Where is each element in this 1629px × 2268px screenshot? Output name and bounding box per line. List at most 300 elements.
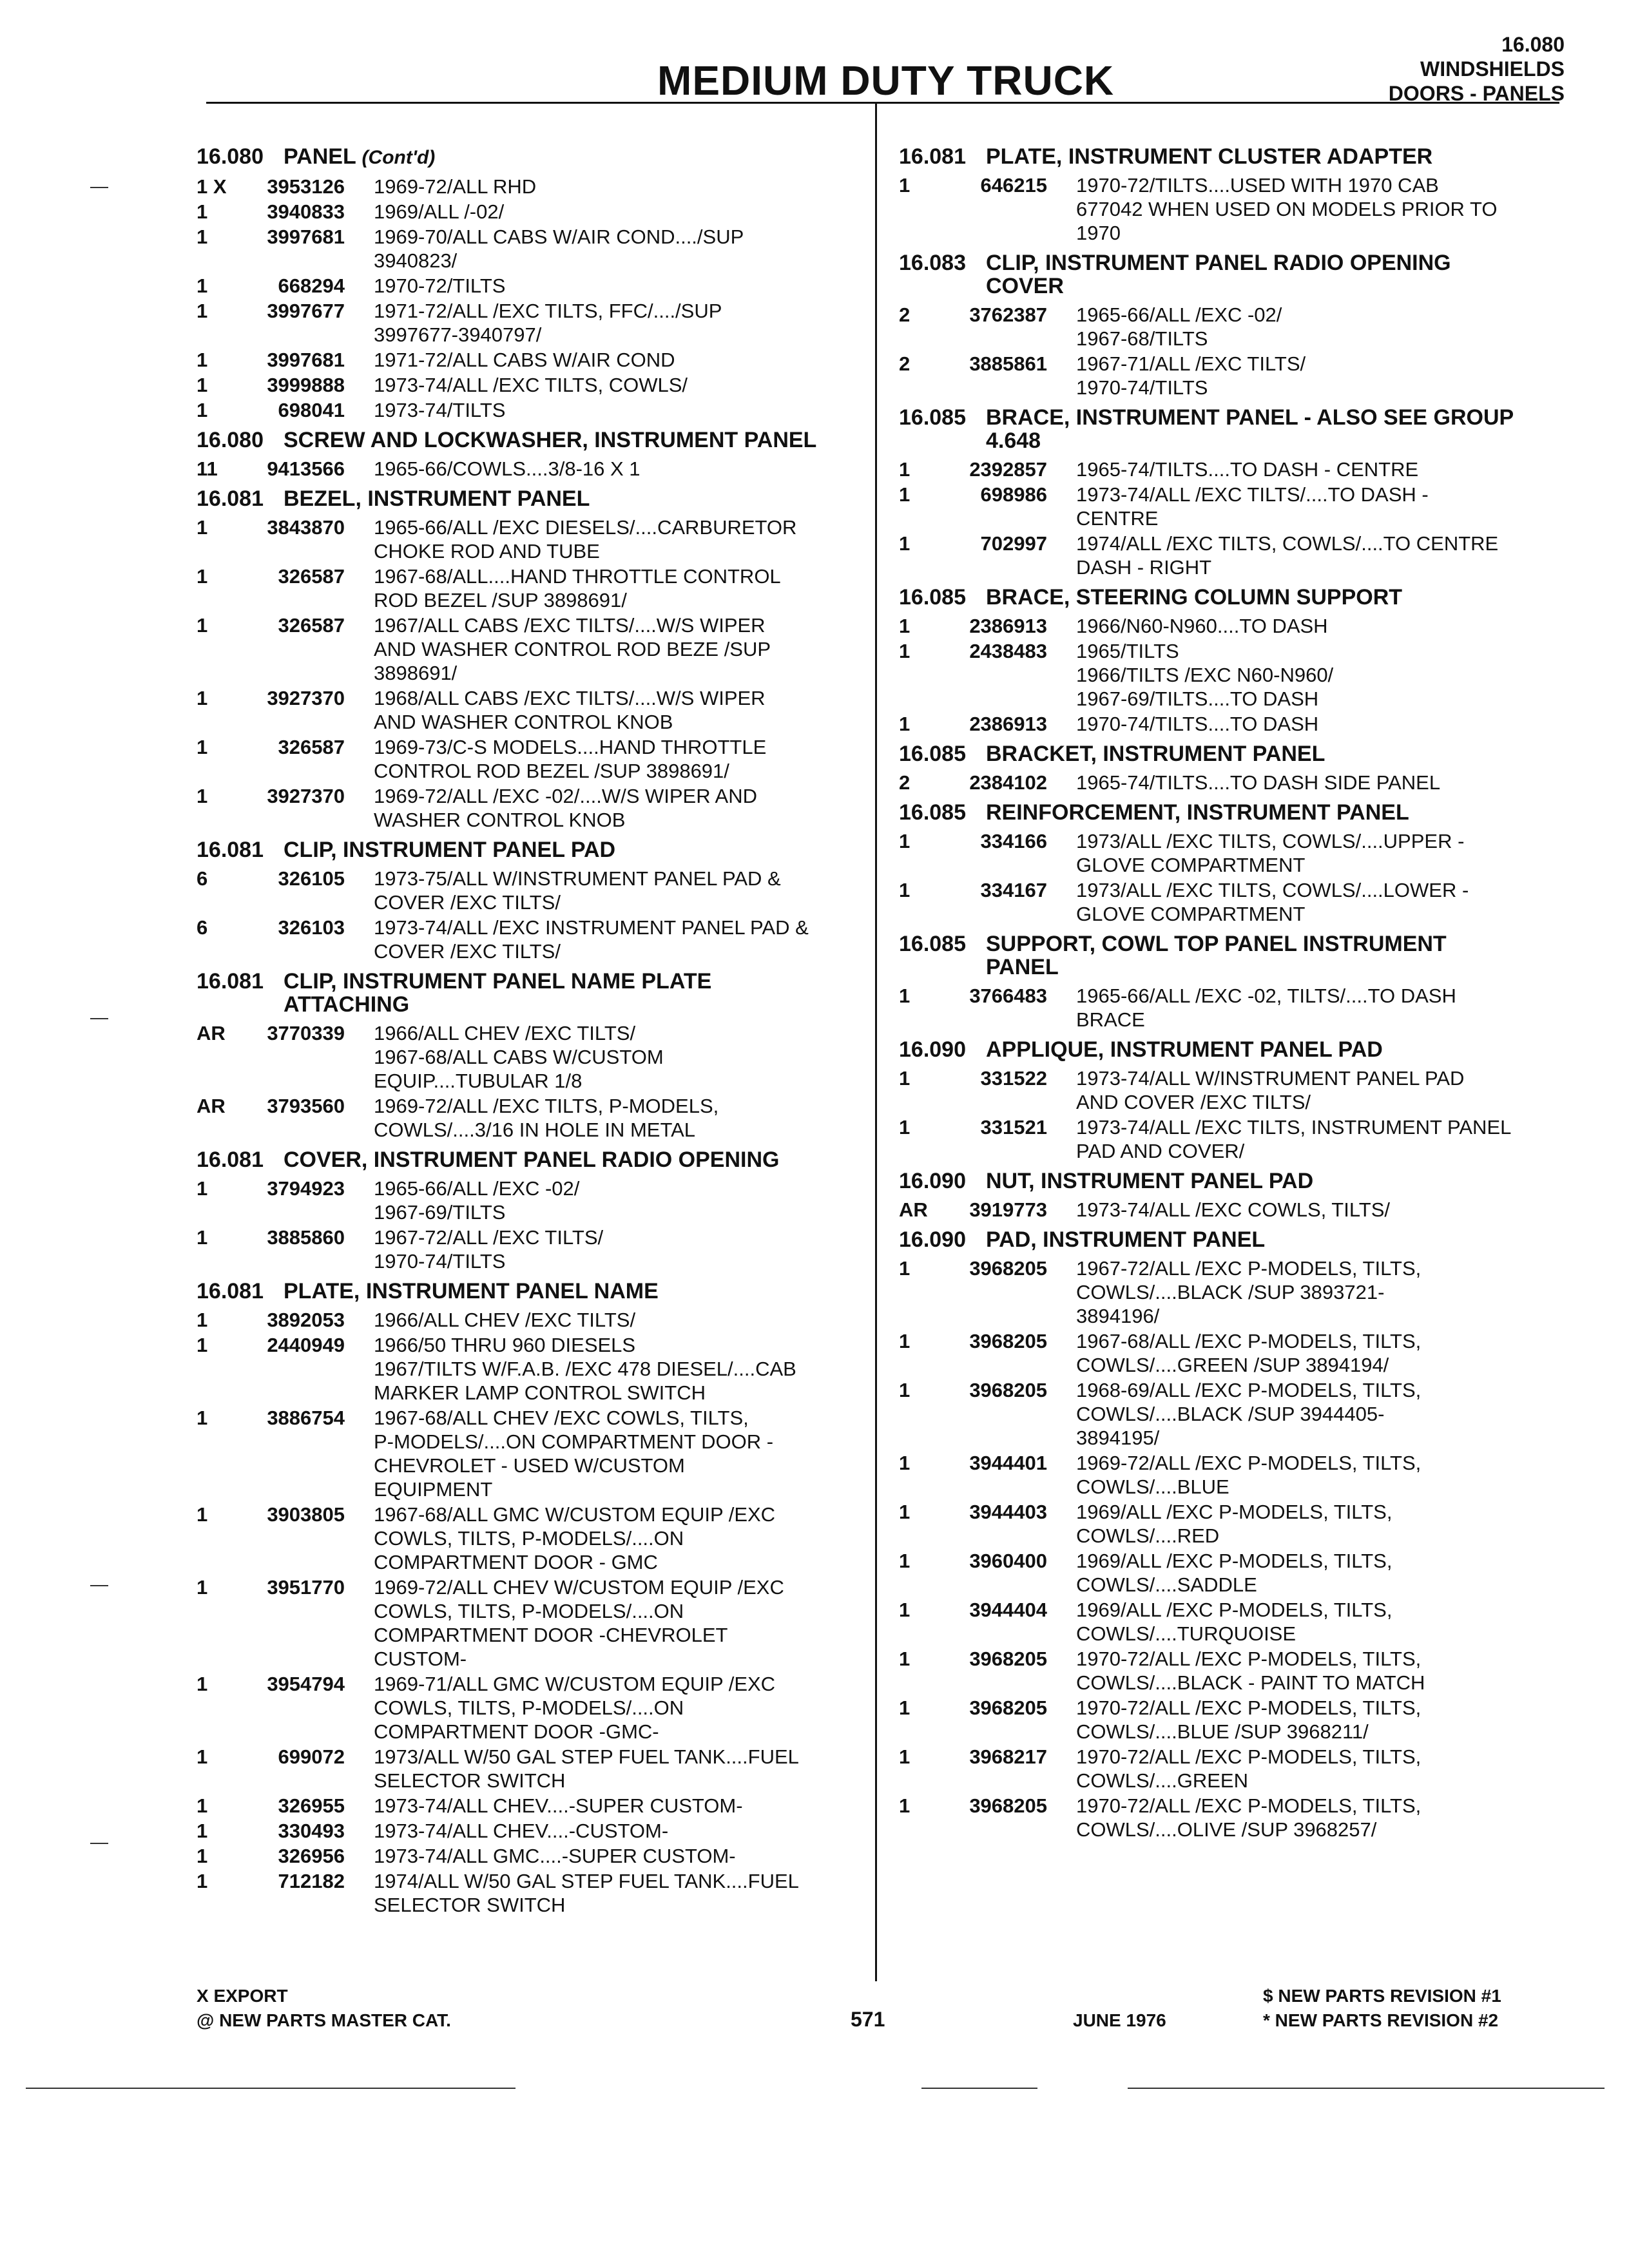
part-quantity: 2 xyxy=(899,303,911,326)
part-row xyxy=(197,1308,867,1332)
part-quantity: 1 xyxy=(197,226,208,248)
part-description: 1969-71/ALL GMC W/CUSTOM EQUIP /EXC COWLS, TILTS, P-MODELS/....ON COMPARTMENT DOOR -GMC- xyxy=(374,1673,776,1743)
group-number: 16.081 xyxy=(197,838,264,862)
section-heading xyxy=(197,838,867,861)
part-row xyxy=(197,564,867,612)
part-description: 1973-74/ALL /EXC INSTRUMENT PANEL PAD & COVER /EXC TILTS/ xyxy=(374,916,809,963)
part-row xyxy=(899,878,1569,926)
part-quantity: 1 xyxy=(899,640,911,662)
part-row xyxy=(197,1819,867,1843)
section-title: BRACE, INSTRUMENT PANEL - ALSO SEE GROUP xyxy=(986,405,1514,430)
part-number: 3892053 xyxy=(267,1309,345,1331)
parts-section xyxy=(197,145,867,422)
part-number: 3766483 xyxy=(969,985,1047,1007)
parts-section xyxy=(197,1280,867,1917)
part-quantity: 2 xyxy=(899,352,911,375)
part-quantity: 1 xyxy=(197,374,208,396)
part-quantity: 1 xyxy=(197,1673,208,1695)
part-description: 1971-72/ALL CABS W/AIR COND xyxy=(374,349,675,371)
part-quantity: 1 xyxy=(197,300,208,322)
part-number: 331521 xyxy=(980,1116,1047,1139)
scan-line xyxy=(1128,2088,1605,2089)
part-quantity: 1 xyxy=(197,1226,208,1249)
part-number: 326587 xyxy=(278,736,345,758)
part-description: 1973-74/ALL CHEV....-CUSTOM- xyxy=(374,1820,669,1842)
part-number: 3794923 xyxy=(267,1177,345,1200)
legend-revision-2: * NEW PARTS REVISION #2 xyxy=(1263,2010,1499,2030)
part-description: 1969/ALL /EXC P-MODELS, TILTS, COWLS/....RED xyxy=(1076,1501,1393,1547)
part-row xyxy=(197,1575,867,1671)
part-row xyxy=(197,175,867,198)
part-quantity: 1 xyxy=(899,1379,911,1401)
part-number: 2384102 xyxy=(969,771,1047,794)
group-number: 16.083 xyxy=(899,251,966,275)
part-number: 3940833 xyxy=(267,200,345,223)
part-number: 3927370 xyxy=(267,687,345,709)
part-number: 2386913 xyxy=(969,615,1047,637)
section-title: BRACE, STEERING COLUMN SUPPORT xyxy=(986,585,1403,610)
section-header xyxy=(1389,32,1565,106)
part-row xyxy=(899,1066,1569,1114)
part-quantity: 2 xyxy=(899,771,911,794)
group-number: 16.080 xyxy=(197,144,264,169)
section-heading xyxy=(899,801,1569,824)
part-number: 326103 xyxy=(278,916,345,939)
part-quantity: 1 xyxy=(197,1820,208,1842)
part-row xyxy=(197,1021,867,1093)
section-heading xyxy=(197,1148,867,1171)
part-quantity: 1 xyxy=(197,1745,208,1768)
part-row xyxy=(899,1115,1569,1163)
part-description: 1973-74/ALL /EXC TILTS/....TO DASH - CENTRE xyxy=(1076,483,1429,530)
part-quantity: AR xyxy=(197,1022,226,1044)
part-description: 1966/50 THRU 960 DIESELS 1967/TILTS W/F.A.B. /EXC 478 DIESEL/....CAB MARKER LAMP CONTROL SWITCH xyxy=(374,1334,796,1404)
part-description: 1973-74/ALL CHEV....-SUPER CUSTOM- xyxy=(374,1794,743,1817)
group-number: 16.081 xyxy=(197,969,264,994)
part-description: 1969-72/ALL /EXC TILTS, P-MODELS, COWLS/....3/16 IN HOLE IN METAL xyxy=(374,1095,719,1141)
part-number: 3953126 xyxy=(267,175,345,198)
part-row xyxy=(197,1745,867,1792)
part-row xyxy=(197,1869,867,1917)
part-quantity: 6 xyxy=(197,916,208,939)
part-quantity: 1 xyxy=(197,736,208,758)
part-quantity: 1 xyxy=(899,1452,911,1474)
part-row xyxy=(197,1794,867,1818)
parts-section xyxy=(899,932,1569,1032)
part-number: 3951770 xyxy=(267,1576,345,1599)
part-quantity: 1 xyxy=(899,1330,911,1352)
part-row xyxy=(197,348,867,372)
margin-mark xyxy=(90,1843,108,1844)
parts-section xyxy=(899,742,1569,794)
group-number: 16.090 xyxy=(899,1227,966,1252)
group-number: 16.085 xyxy=(899,932,966,956)
part-row xyxy=(899,712,1569,736)
part-row xyxy=(899,1378,1569,1450)
parts-section xyxy=(899,801,1569,926)
scan-line xyxy=(921,2088,1037,2089)
parts-section xyxy=(899,145,1569,245)
part-quantity: 1 xyxy=(197,614,208,637)
part-description: 1970-72/TILTS....USED WITH 1970 CAB 677042 WHEN USED ON MODELS PRIOR TO 1970 xyxy=(1076,174,1498,244)
part-description: 1974/ALL /EXC TILTS, COWLS/....TO CENTRE DASH - RIGHT xyxy=(1076,532,1499,579)
parts-section xyxy=(899,251,1569,399)
part-row xyxy=(899,1198,1569,1222)
part-quantity: 1 xyxy=(197,274,208,297)
part-description: 1965-66/ALL /EXC -02/ 1967-69/TILTS xyxy=(374,1177,580,1224)
part-number: 3968205 xyxy=(969,1257,1047,1280)
part-row xyxy=(197,225,867,273)
part-description: 1965-66/ALL /EXC -02, TILTS/....TO DASH BRACE xyxy=(1076,985,1456,1031)
section-title: PLATE, INSTRUMENT CLUSTER ADAPTER xyxy=(986,144,1433,169)
part-description: 1970-74/TILTS....TO DASH xyxy=(1076,713,1319,735)
section-title: SUPPORT, COWL TOP PANEL INSTRUMENT xyxy=(986,932,1447,956)
part-row xyxy=(197,1094,867,1142)
part-quantity: 1 xyxy=(899,1550,911,1572)
part-description: 1965-74/TILTS....TO DASH SIDE PANEL xyxy=(1076,771,1441,794)
part-description: 1966/ALL CHEV /EXC TILTS/ xyxy=(374,1309,636,1331)
part-number: 3968205 xyxy=(969,1794,1047,1817)
part-description: 1966/ALL CHEV /EXC TILTS/ 1967-68/ALL CABS W/CUSTOM EQUIP....TUBULAR 1/8 xyxy=(374,1022,664,1092)
part-quantity: 1 X xyxy=(197,175,227,198)
part-row xyxy=(197,274,867,298)
part-description: 1970-72/ALL /EXC P-MODELS, TILTS, COWLS/....BLACK - PAINT TO MATCH xyxy=(1076,1648,1425,1694)
part-description: 1969-72/ALL /EXC P-MODELS, TILTS, COWLS/....BLUE xyxy=(1076,1452,1422,1498)
part-quantity: AR xyxy=(197,1095,226,1117)
part-row xyxy=(899,457,1569,481)
part-number: 3944404 xyxy=(969,1599,1047,1621)
part-number: 326587 xyxy=(278,565,345,588)
part-row xyxy=(899,1451,1569,1499)
section-heading xyxy=(899,145,1569,168)
part-quantity: 1 xyxy=(899,1599,911,1621)
part-row xyxy=(899,1549,1569,1597)
section-heading xyxy=(899,1228,1569,1251)
part-number: 2386913 xyxy=(969,713,1047,735)
part-description: 1969/ALL /EXC P-MODELS, TILTS, COWLS/....SADDLE xyxy=(1076,1550,1393,1596)
part-description: 1967-72/ALL /EXC TILTS/ 1970-74/TILTS xyxy=(374,1226,604,1273)
part-description: 1973/ALL W/50 GAL STEP FUEL TANK....FUEL SELECTOR SWITCH xyxy=(374,1745,799,1792)
part-number: 3968205 xyxy=(969,1379,1047,1401)
group-number: 16.081 xyxy=(197,486,264,511)
page-title: MEDIUM DUTY TRUCK xyxy=(657,57,1115,104)
section-title: BRACKET, INSTRUMENT PANEL xyxy=(986,742,1325,766)
margin-mark xyxy=(90,187,108,188)
part-number: 699072 xyxy=(278,1745,345,1768)
part-quantity: 1 xyxy=(197,687,208,709)
part-row xyxy=(899,532,1569,579)
legend-revision-1: $ NEW PARTS REVISION #1 xyxy=(1263,1986,1501,2006)
part-row xyxy=(899,984,1569,1032)
part-row xyxy=(899,771,1569,794)
part-row xyxy=(899,829,1569,877)
part-description: 1973-74/ALL /EXC TILTS, COWLS/ xyxy=(374,374,688,396)
part-number: 2440949 xyxy=(267,1334,345,1356)
part-number: 334166 xyxy=(980,830,1047,852)
part-quantity: 1 xyxy=(197,399,208,421)
part-row xyxy=(899,1794,1569,1841)
part-description: 1967/ALL CABS /EXC TILTS/....W/S WIPER AND WASHER CONTROL ROD BEZE /SUP 3898691/ xyxy=(374,614,771,684)
part-quantity: 1 xyxy=(197,1407,208,1429)
part-quantity: 1 xyxy=(197,1334,208,1356)
part-number: 331522 xyxy=(980,1067,1047,1090)
part-row xyxy=(899,614,1569,638)
part-row xyxy=(197,686,867,734)
part-description: 1973-74/ALL /EXC COWLS, TILTS/ xyxy=(1076,1198,1391,1221)
part-number: 3762387 xyxy=(969,303,1047,326)
group-number: 16.080 xyxy=(197,428,264,452)
section-title-continuation: ATTACHING xyxy=(284,992,410,1017)
section-heading xyxy=(899,932,1569,979)
part-quantity: 1 xyxy=(899,713,911,735)
part-number: 3997681 xyxy=(267,349,345,371)
section-heading xyxy=(197,428,867,452)
part-row xyxy=(197,613,867,685)
part-row xyxy=(197,1225,867,1273)
part-quantity: 1 xyxy=(197,565,208,588)
section-title: PLATE, INSTRUMENT PANEL NAME xyxy=(284,1279,659,1303)
part-description: 1965-66/COWLS....3/8-16 X 1 xyxy=(374,457,641,480)
left-column xyxy=(197,145,867,1923)
section-heading xyxy=(197,145,867,169)
part-number: 3997681 xyxy=(267,226,345,248)
part-description: 1965/TILTS 1966/TILTS /EXC N60-N960/ 1967-69/TILTS....TO DASH xyxy=(1076,640,1334,710)
part-number: 3954794 xyxy=(267,1673,345,1695)
part-number: 3903805 xyxy=(267,1503,345,1526)
part-row xyxy=(197,457,867,481)
part-description: 1969/ALL /EXC P-MODELS, TILTS, COWLS/....TURQUOISE xyxy=(1076,1599,1393,1645)
section-title: SCREW AND LOCKWASHER, INSTRUMENT PANEL xyxy=(284,428,817,452)
part-number: 712182 xyxy=(278,1870,345,1892)
part-number: 3886754 xyxy=(267,1407,345,1429)
part-number: 668294 xyxy=(278,274,345,297)
part-row xyxy=(899,1745,1569,1792)
section-title: BEZEL, INSTRUMENT PANEL xyxy=(284,486,590,511)
part-quantity: 1 xyxy=(899,532,911,555)
margin-mark xyxy=(90,1585,108,1586)
part-number: 334167 xyxy=(980,879,1047,901)
part-number: 9413566 xyxy=(267,457,345,480)
section-title: APPLIQUE, INSTRUMENT PANEL PAD xyxy=(986,1037,1383,1062)
part-number: 3944403 xyxy=(969,1501,1047,1523)
part-quantity: 1 xyxy=(899,830,911,852)
part-row xyxy=(197,200,867,224)
part-quantity: 1 xyxy=(899,985,911,1007)
section-title-continuation: PANEL xyxy=(986,955,1059,979)
parts-section xyxy=(899,1228,1569,1841)
part-quantity: 1 xyxy=(197,200,208,223)
part-quantity: 1 xyxy=(899,458,911,481)
part-description: 1973/ALL /EXC TILTS, COWLS/....LOWER - GLOVE COMPARTMENT xyxy=(1076,879,1469,925)
parts-section xyxy=(899,1169,1569,1222)
group-number: 16.085 xyxy=(899,742,966,766)
section-continued: (Cont'd) xyxy=(361,147,436,168)
part-quantity: 1 xyxy=(197,1576,208,1599)
part-number: 3968205 xyxy=(969,1330,1047,1352)
part-description: 1968/ALL CABS /EXC TILTS/....W/S WIPER AND WASHER CONTROL KNOB xyxy=(374,687,766,733)
section-title-continuation: COVER xyxy=(986,274,1064,298)
legend-export: X EXPORT xyxy=(197,1986,288,2006)
part-quantity: 1 xyxy=(197,1870,208,1892)
part-row xyxy=(197,916,867,963)
part-quantity: 1 xyxy=(899,1794,911,1817)
part-number: 646215 xyxy=(980,174,1047,197)
section-title: CLIP, INSTRUMENT PANEL RADIO OPENING xyxy=(986,251,1451,275)
part-row xyxy=(197,784,867,832)
part-row xyxy=(899,173,1569,245)
part-quantity: 1 xyxy=(197,516,208,539)
section-heading xyxy=(899,251,1569,298)
part-description: 1969-72/ALL CHEV W/CUSTOM EQUIP /EXC COWLS, TILTS, P-MODELS/....ON COMPARTMENT DOOR -CHEVROLET CUSTOM- xyxy=(374,1576,784,1670)
part-row xyxy=(197,515,867,563)
part-row xyxy=(899,483,1569,530)
part-description: 1967-72/ALL /EXC P-MODELS, TILTS, COWLS/....BLACK /SUP 3893721- 3894196/ xyxy=(1076,1257,1422,1327)
group-number: 16.090 xyxy=(899,1169,966,1193)
part-description: 1967-68/ALL....HAND THROTTLE CONTROL ROD BEZEL /SUP 3898691/ xyxy=(374,565,781,611)
section-heading xyxy=(197,970,867,1016)
part-number: 326105 xyxy=(278,867,345,890)
part-number: 698986 xyxy=(980,483,1047,506)
part-number: 326587 xyxy=(278,614,345,637)
part-row xyxy=(899,1256,1569,1328)
part-quantity: 1 xyxy=(899,1696,911,1719)
part-description: 1967-68/ALL GMC W/CUSTOM EQUIP /EXC COWLS, TILTS, P-MODELS/....ON COMPARTMENT DOOR - GMC xyxy=(374,1503,776,1573)
part-number: 330493 xyxy=(278,1820,345,1842)
part-quantity: 11 xyxy=(197,457,218,480)
part-number: 3999888 xyxy=(267,374,345,396)
section-name-line2: DOORS - PANELS xyxy=(1388,82,1565,105)
part-number: 3885860 xyxy=(267,1226,345,1249)
part-description: 1969-72/ALL /EXC -02/....W/S WIPER AND WASHER CONTROL KNOB xyxy=(374,785,757,831)
part-row xyxy=(197,398,867,422)
part-quantity: 1 xyxy=(197,1503,208,1526)
part-number: 3968205 xyxy=(969,1696,1047,1719)
part-number: 3944401 xyxy=(969,1452,1047,1474)
part-number: 3960400 xyxy=(969,1550,1047,1572)
section-title-continuation: 4.648 xyxy=(986,428,1041,453)
parts-section xyxy=(197,428,867,481)
part-quantity: 1 xyxy=(197,785,208,807)
group-number: 16.081 xyxy=(899,144,966,169)
part-quantity: 1 xyxy=(899,1648,911,1670)
margin-mark xyxy=(90,1018,108,1019)
part-quantity: 1 xyxy=(899,879,911,901)
part-description: 1967-68/ALL /EXC P-MODELS, TILTS, COWLS/....GREEN /SUP 3894194/ xyxy=(1076,1330,1422,1376)
part-number: 3968217 xyxy=(969,1745,1047,1768)
part-description: 1973-74/ALL W/INSTRUMENT PANEL PAD AND COVER /EXC TILTS/ xyxy=(1076,1067,1465,1113)
part-description: 1969-72/ALL RHD xyxy=(374,175,537,198)
part-quantity: 1 xyxy=(899,615,911,637)
part-row xyxy=(899,1647,1569,1695)
part-quantity: 1 xyxy=(899,1745,911,1768)
section-title: CLIP, INSTRUMENT PANEL PAD xyxy=(284,838,616,862)
part-number: 3927370 xyxy=(267,785,345,807)
part-row xyxy=(197,735,867,783)
part-quantity: 1 xyxy=(197,1845,208,1867)
part-description: 1965-66/ALL /EXC -02/ 1967-68/TILTS xyxy=(1076,303,1282,350)
part-description: 1967-68/ALL CHEV /EXC COWLS, TILTS, P-MODELS/....ON COMPARTMENT DOOR - CHEVROLET - USED W/CUSTOM EQUIPMENT xyxy=(374,1407,774,1501)
part-description: 1973-74/ALL /EXC TILTS, INSTRUMENT PANEL PAD AND COVER/ xyxy=(1076,1116,1512,1162)
part-description: 1973-75/ALL W/INSTRUMENT PANEL PAD & COVER /EXC TILTS/ xyxy=(374,867,781,914)
group-number: 16.081 xyxy=(197,1279,264,1303)
part-row xyxy=(197,1406,867,1501)
part-number: 3968205 xyxy=(969,1648,1047,1670)
parts-section xyxy=(899,586,1569,736)
group-number: 16.085 xyxy=(899,800,966,825)
part-description: 1973/ALL /EXC TILTS, COWLS/....UPPER - GLOVE COMPARTMENT xyxy=(1076,830,1465,876)
part-quantity: 1 xyxy=(899,1067,911,1090)
part-description: 1969-70/ALL CABS W/AIR COND..../SUP 3940823/ xyxy=(374,226,744,272)
group-number: 16.090 xyxy=(899,1037,966,1062)
part-description: 1967-71/ALL /EXC TILTS/ 1970-74/TILTS xyxy=(1076,352,1306,399)
legend-master-cat: @ NEW PARTS MASTER CAT. xyxy=(197,2010,451,2030)
part-row xyxy=(197,1672,867,1744)
part-row xyxy=(899,1696,1569,1744)
part-row xyxy=(899,303,1569,351)
section-title: PANEL xyxy=(284,144,356,169)
part-row xyxy=(197,299,867,347)
part-row xyxy=(899,352,1569,399)
part-row xyxy=(899,1500,1569,1548)
part-description: 1970-72/ALL /EXC P-MODELS, TILTS, COWLS/....OLIVE /SUP 3968257/ xyxy=(1076,1794,1422,1841)
header-rule xyxy=(206,102,1559,104)
part-number: 3793560 xyxy=(267,1095,345,1117)
part-quantity: 1 xyxy=(899,483,911,506)
part-description: 1969-73/C-S MODELS....HAND THROTTLE CONTROL ROD BEZEL /SUP 3898691/ xyxy=(374,736,767,782)
part-quantity: 1 xyxy=(197,349,208,371)
part-description: 1971-72/ALL /EXC TILTS, FFC/..../SUP 3997677-3940797/ xyxy=(374,300,722,346)
part-quantity: AR xyxy=(899,1198,928,1221)
section-heading xyxy=(197,487,867,510)
part-number: 3843870 xyxy=(267,516,345,539)
section-title: COVER, INSTRUMENT PANEL RADIO OPENING xyxy=(284,1148,780,1172)
part-row xyxy=(197,1333,867,1405)
parts-section xyxy=(197,487,867,832)
part-number: 326955 xyxy=(278,1794,345,1817)
part-quantity: 1 xyxy=(899,174,911,197)
parts-section xyxy=(197,1148,867,1273)
part-number: 326956 xyxy=(278,1845,345,1867)
page-number: 571 xyxy=(851,2008,885,2031)
part-quantity: 1 xyxy=(899,1116,911,1139)
part-description: 1969/ALL /-02/ xyxy=(374,200,505,223)
section-heading xyxy=(899,1169,1569,1193)
part-description: 1965-74/TILTS....TO DASH - CENTRE xyxy=(1076,458,1419,481)
part-number: 3997677 xyxy=(267,300,345,322)
part-description: 1970-72/ALL /EXC P-MODELS, TILTS, COWLS/....GREEN xyxy=(1076,1745,1422,1792)
part-number: 2392857 xyxy=(969,458,1047,481)
section-title: PAD, INSTRUMENT PANEL xyxy=(986,1227,1266,1252)
part-number: 3770339 xyxy=(267,1022,345,1044)
part-description: 1973-74/ALL GMC....-SUPER CUSTOM- xyxy=(374,1845,736,1867)
part-row xyxy=(197,867,867,914)
section-heading xyxy=(899,406,1569,452)
section-heading xyxy=(899,586,1569,609)
scan-line xyxy=(26,2088,516,2089)
part-quantity: 1 xyxy=(899,1257,911,1280)
part-number: 2438483 xyxy=(969,640,1047,662)
part-number: 3919773 xyxy=(969,1198,1047,1221)
section-heading xyxy=(899,742,1569,765)
part-description: 1968-69/ALL /EXC P-MODELS, TILTS, COWLS/....BLACK /SUP 3944405- 3894195/ xyxy=(1076,1379,1422,1449)
section-heading xyxy=(197,1280,867,1303)
part-description: 1970-72/TILTS xyxy=(374,274,506,297)
right-column xyxy=(899,145,1569,1848)
section-heading xyxy=(899,1038,1569,1061)
section-title: NUT, INSTRUMENT PANEL PAD xyxy=(986,1169,1314,1193)
part-row xyxy=(899,1329,1569,1377)
part-description: 1965-66/ALL /EXC DIESELS/....CARBURETOR CHOKE ROD AND TUBE xyxy=(374,516,797,562)
